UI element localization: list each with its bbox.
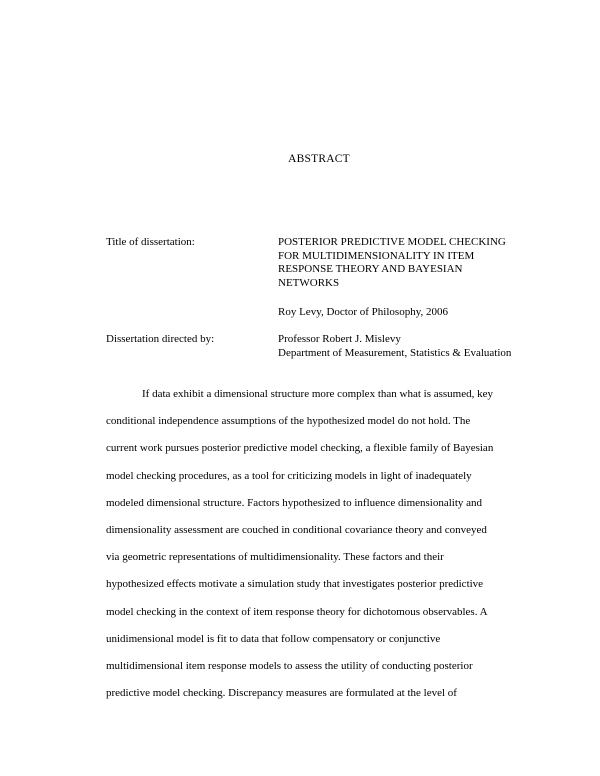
abstract-body <box>106 381 526 707</box>
dissertation-title <box>278 236 506 290</box>
director-info <box>278 333 511 360</box>
abstract-line: modeled dimensional structure. Factors hypothesized to influence dimensionality and <box>106 496 483 509</box>
abstract-line: multidimensional item response models to assess the utility of conducting posterior <box>106 660 473 673</box>
abstract-line: model checking procedures, as a tool for criticizing models in light of inadequately <box>106 469 472 482</box>
abstract-line: unidimensional model is fit to data that follow compensatory or conjunctive <box>106 632 441 645</box>
abstract-line: If data exhibit a dimensional structure more complex than what is assumed, key <box>142 388 493 400</box>
abstract-line: model checking in the context of item response theory for dichotomous observables. A <box>106 605 488 618</box>
title-line: RESPONSE THEORY AND BAYESIAN <box>278 263 463 275</box>
director-name: Professor Robert J. Mislevy <box>278 333 401 345</box>
abstract-line: current work pursues posterior predictive model checking, a flexible family of Bayesian <box>106 442 494 455</box>
title-line: FOR MULTIDIMENSIONALITY IN ITEM <box>278 249 475 262</box>
title-line: POSTERIOR PREDICTIVE MODEL CHECKING <box>278 236 506 248</box>
abstract-line: conditional independence assumptions of the hypothesized model do not hold. The <box>106 415 471 428</box>
page-title: ABSTRACT <box>288 153 350 165</box>
abstract-line: via geometric representations of multidimensionality. These factors and their <box>106 551 444 564</box>
abstract-line: dimensionality assessment are couched in conditional covariance theory and conveyed <box>106 524 487 537</box>
title-label: Title of dissertation: <box>106 236 195 248</box>
title-line: NETWORKS <box>278 276 340 289</box>
abstract-line: hypothesized effects motivate a simulation study that investigates posterior predictive <box>106 578 484 591</box>
author-line: Roy Levy, Doctor of Philosophy, 2006 <box>278 306 448 318</box>
director-label: Dissertation directed by: <box>106 333 215 345</box>
director-department: Department of Measurement, Statistics & Evaluation <box>278 346 512 359</box>
abstract-line: predictive model checking. Discrepancy measures are formulated at the level of <box>106 687 457 700</box>
